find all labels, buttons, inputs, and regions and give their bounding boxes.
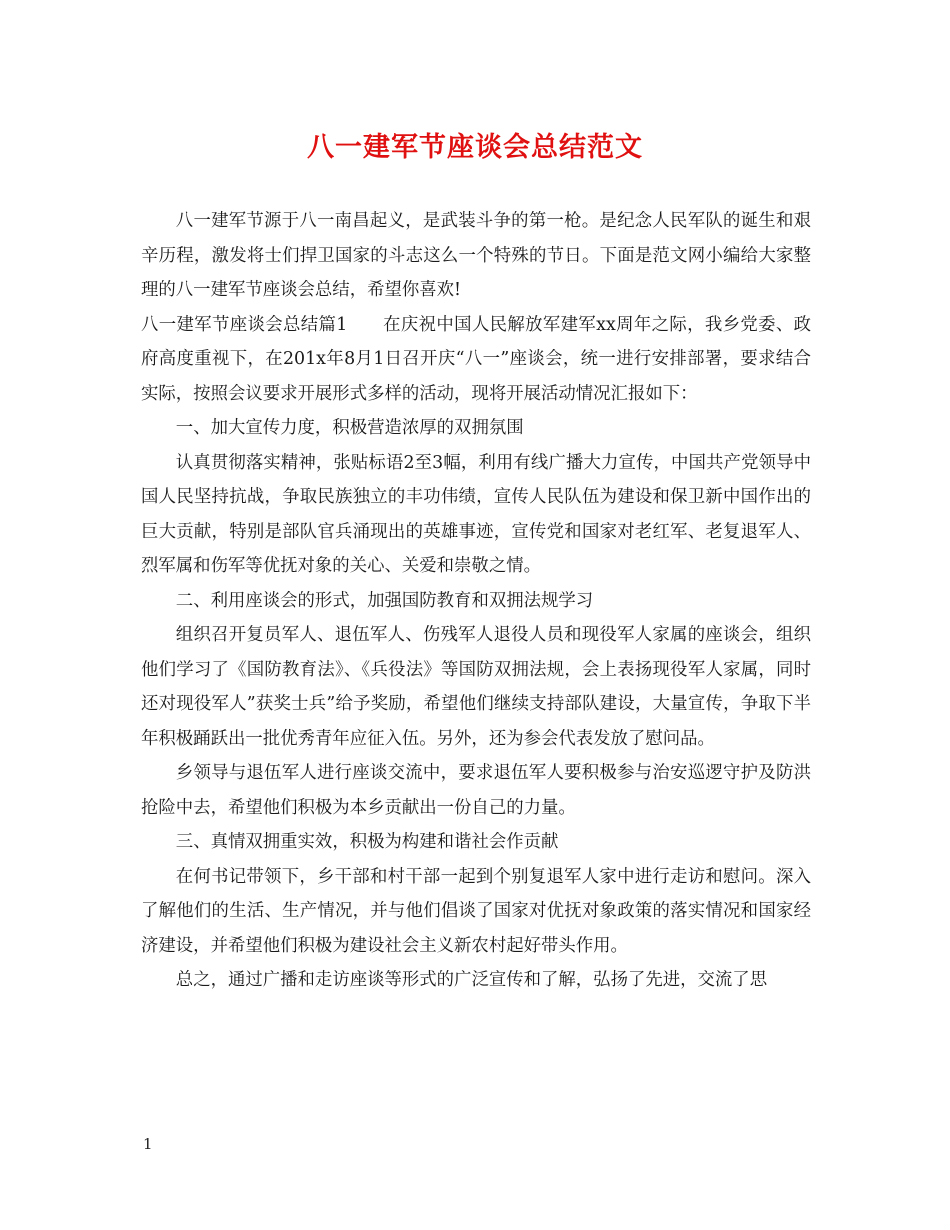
paragraph-section-1-lead: 八一建军节座谈会总结篇1 在庆祝中国人民解放军建军xx周年之际，我乡党委、政府高度重视下，在201x年8月1日召开庆“八一”座谈会，统一进行安排部署，要求结合实际，按照会议要求开展形式多样的活动，现将开展活动情况汇报如下： [141,314,811,404]
heading-point-3: 三、真情双拥重实效，积极为构建和谐社会作贡献 [175,832,559,852]
heading-point-2: 二、利用座谈会的形式，加强国防教育和双拥法规学习 [175,590,594,611]
paragraph-intro: 八一建军节源于八一南昌起义，是武装斗争的第一枪。是纪念人民军队的诞生和艰辛历程，激发将士们捍卫国家的斗志这么一个特殊的节日。下面是范文网小编给大家整理的八一建军节座谈会总结，希望你喜欢! [141,211,811,300]
page-number: 1 [143,1135,153,1153]
paragraph-point-2b: 乡领导与退伍军人进行座谈交流中，要求退伍军人要积极参与治安巡逻守护及防洪抢险中去，希望他们积极为本乡贡献出一份自己的力量。 [141,763,811,818]
paragraph-conclusion: 总之，通过广播和走访座谈等形式的广泛宣传和了解，弘扬了先进，交流了思 [175,970,768,990]
document-title: 八一建军节座谈会总结范文 [307,132,643,163]
paragraph-point-2: 组织召开复员军人、退伍军人、伤残军人退役人员和现役军人家属的座谈会，组织他们学习了《国防教育法》、《兵役法》等国防双拥法规，会上表扬现役军人家属，同时还对现役军人”获奖士兵”给予奖励，希望他们继续支持部队建设，大量宣传，争取下半年积极踊跃出一批优秀青年应征入伍。另外，还为参会代表发放了慰问品。 [141,625,811,749]
paragraph-point-3: 在何书记带领下，乡干部和村干部一起到个别复退军人家中进行走访和慰问。深入了解他们的生活、生产情况，并与他们倡谈了国家对优抚对象政策的落实情况和国家经济建设，并希望他们积极为建设社会主义新农村起好带头作用。 [141,866,811,956]
paragraph-point-1: 认真贯彻落实精神，张贴标语2至3幅，利用有线广播大力宣传，中国共产党领导中国人民坚持抗战，争取民族独立的丰功伟绩，宣传人民队伍为建设和保卫新中国作出的巨大贡献，特别是部队官兵涌现出的英雄事迹，宣传党和国家对老红军、老复退军人、烈军属和伤军等优抚对象的关心、关爱和崇敬之情。 [141,452,811,576]
heading-point-1: 一、加大宣传力度，积极营造浓厚的双拥氛围 [175,418,524,438]
document-body [141,204,811,998]
